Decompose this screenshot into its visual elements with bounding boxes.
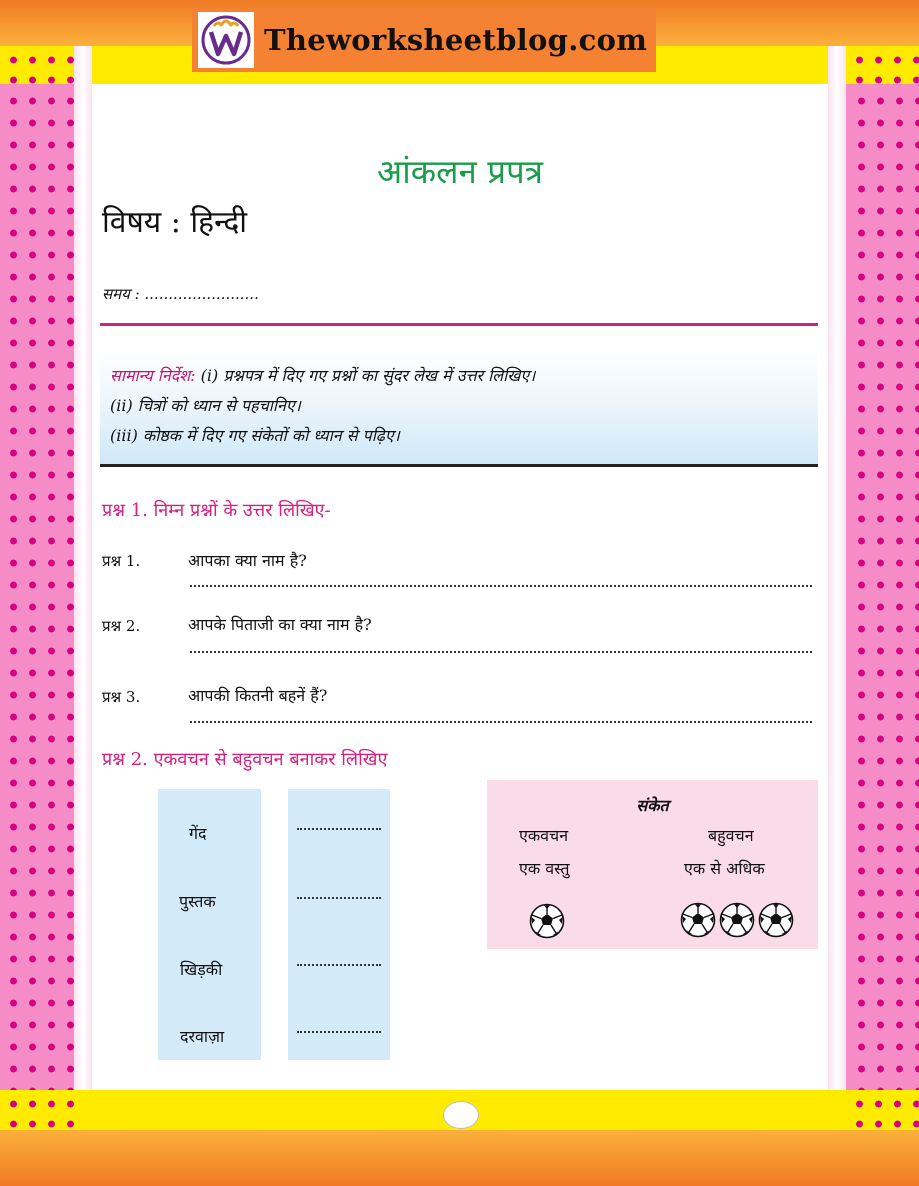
right-dotted-border [846, 84, 919, 1090]
football-icon [719, 902, 755, 942]
subject-label: विषय : हिन्दी [102, 205, 248, 240]
question-number: प्रश्न 3. [102, 688, 141, 706]
answer-line-3[interactable] [190, 721, 812, 723]
word-item: खिड़की [180, 960, 223, 979]
word-item: दरवाज़ा [180, 1027, 225, 1046]
answer-line-1[interactable] [190, 585, 812, 587]
football-icon [758, 902, 794, 942]
plural-answer-blank[interactable] [297, 828, 381, 830]
bottom-right-dots [850, 1094, 919, 1128]
section2-heading: प्रश्न 2. एकवचन से बहुवचन बनाकर लिखिए [102, 749, 388, 770]
instruction-line-2: (ii) चित्रों को ध्यान से पहचानिए। [110, 396, 301, 415]
singular-words-column [158, 789, 261, 1060]
site-logo-banner[interactable] [192, 8, 656, 72]
instruction-text-1: (i) प्रश्नपत्र में दिए गए प्रश्नों का सुंदर लेख में उत्तर लिखिए। [195, 366, 536, 385]
question-number: प्रश्न 2. [102, 617, 141, 635]
hint-box [487, 780, 818, 949]
question-text: आपका क्या नाम है? [188, 551, 307, 570]
instructions-label: सामान्य निर्देश: [110, 366, 196, 385]
bottom-left-dots [4, 1094, 74, 1128]
top-right-dots [850, 50, 919, 84]
football-icon [680, 902, 716, 942]
singular-label: एकवचन [519, 826, 569, 845]
instructions-box [100, 348, 818, 467]
time-field: समय : ........................ [102, 285, 259, 303]
question-number: प्रश्न 1. [102, 552, 141, 570]
question-text: आपकी कितनी बहनें हैं? [188, 686, 328, 705]
singular-description: एक वस्तु [519, 859, 570, 878]
logo-text: Theworksheetblog.com [264, 23, 648, 57]
top-left-dots [4, 50, 74, 84]
bottom-border-band [0, 1130, 919, 1186]
right-ribbon [828, 46, 846, 1130]
plural-description: एक से अधिक [684, 859, 765, 878]
left-ribbon [74, 46, 92, 1130]
word-item: पुस्तक [179, 892, 216, 911]
hint-title: संकेत [636, 796, 669, 815]
plural-answer-blank[interactable] [297, 964, 381, 966]
answer-line-2[interactable] [190, 651, 812, 653]
plural-answer-blank[interactable] [297, 897, 381, 899]
word-item: गेंद [189, 824, 207, 843]
plural-answer-blank[interactable] [297, 1031, 381, 1033]
question-text: आपके पिताजी का क्या नाम है? [188, 615, 372, 634]
plural-label: बहुवचन [708, 826, 754, 845]
section1-heading: प्रश्न 1. निम्न प्रश्नों के उत्तर लिखिए- [102, 500, 331, 521]
header-divider [100, 323, 818, 326]
worksheet-title: आंकलन प्रपत्र [377, 152, 543, 191]
instruction-line-3: (iii) कोष्ठक में दिए गए संकेतों को ध्यान से पढ़िए। [110, 426, 400, 445]
page-marker-oval [443, 1101, 479, 1129]
football-icon [529, 903, 565, 943]
logo-icon [198, 12, 254, 68]
instruction-line-1 [110, 364, 535, 386]
